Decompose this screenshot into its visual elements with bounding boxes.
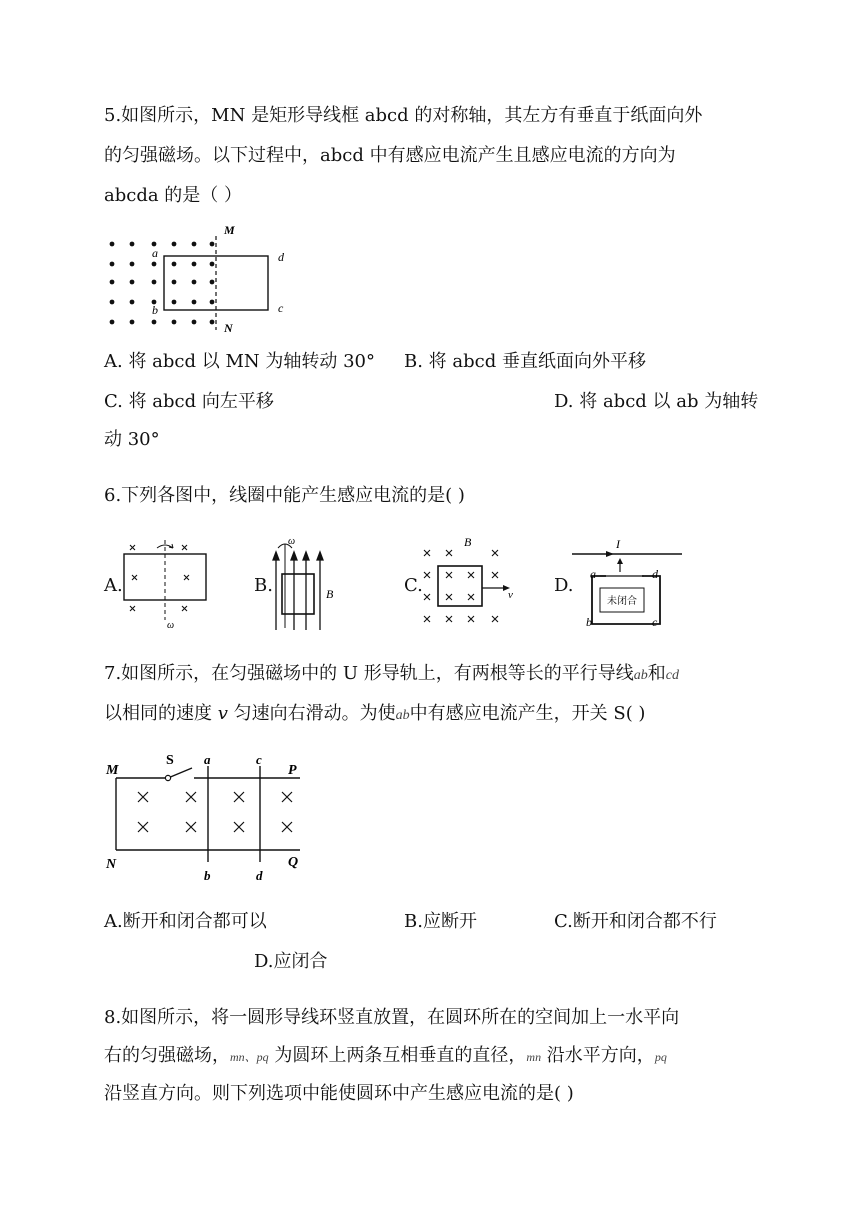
- q7-option-a: A.断开和闭合都可以: [104, 911, 267, 932]
- q8-stem-line2-c: 沿水平方向，: [541, 1045, 655, 1066]
- q7-label-b: b: [204, 868, 211, 883]
- q7-stem-line1: [104, 662, 679, 688]
- q7-label-p: P: [288, 763, 297, 778]
- q6b-label-b: B: [326, 587, 334, 601]
- q6-figure-b: [268, 536, 348, 632]
- q6c-label-b: B: [464, 535, 472, 549]
- q6d-label-box: 未闭合: [607, 596, 637, 607]
- q7-label-q: Q: [288, 855, 299, 870]
- q8-var-mn-pq: mn、pq: [230, 1050, 269, 1064]
- q5-option-a: A. 将 abcd 以 MN 为轴转动 30°: [104, 351, 375, 372]
- q7-stem-line2-a: 以相同的速度: [104, 703, 218, 724]
- q6-figure-c: [418, 536, 528, 632]
- q6-figure-a: [120, 540, 210, 630]
- q5-label-c: c: [278, 301, 284, 315]
- q6-option-b: B.: [254, 575, 273, 596]
- q5-field-dots: [110, 242, 215, 325]
- q7-option-b: B.应断开: [404, 911, 477, 932]
- q6d-label-i: I: [616, 537, 620, 551]
- q7-label-c: c: [256, 752, 262, 767]
- q6d-label-b: b: [586, 615, 592, 629]
- q7-var-cd: cd: [665, 668, 680, 683]
- q7-stem-and: 和: [647, 663, 666, 684]
- q5-option-d-cont: 动 30°: [104, 429, 160, 450]
- q7-label-a: a: [204, 752, 211, 767]
- q8-stem-line2-a: 右的匀强磁场，: [104, 1045, 230, 1066]
- q7-stem-line2: [104, 702, 645, 728]
- q7-var-v: v: [217, 703, 228, 724]
- q5-label-b: b: [152, 303, 158, 317]
- q8-stem-line2: [104, 1044, 667, 1069]
- q7-var-ab: ab: [633, 668, 648, 683]
- q5-stem-line1: 5.如图所示，MN 是矩形导线框 abcd 的对称轴，其左方有垂直于纸面向外: [104, 105, 703, 126]
- q5-stem-line3: abcda 的是（ ）: [104, 185, 243, 206]
- q8-var-mn: mn: [526, 1050, 542, 1064]
- q6-option-d: D.: [554, 575, 574, 596]
- q7-label-n: N: [106, 857, 117, 872]
- q5-label-d: d: [278, 250, 284, 264]
- q8-stem-line2-b: 为圆环上两条互相垂直的直径，: [268, 1045, 527, 1066]
- q7-figure: [104, 752, 314, 884]
- q7-stem-line2-b: 匀速向右滑动。为使: [227, 703, 396, 724]
- q6-option-c: C.: [404, 575, 423, 596]
- q5-label-n: N: [224, 321, 233, 335]
- q6-stem: 6.下列各图中，线圈中能产生感应电流的是( ): [104, 485, 465, 506]
- q7-label-d: d: [256, 868, 263, 883]
- q6d-label-c: c: [652, 615, 658, 629]
- q7-stem-line2-c: 中有感应电流产生，开关 S( ): [409, 703, 646, 724]
- q5-label-m: M: [224, 223, 235, 237]
- q5-option-b: B. 将 abcd 垂直纸面向外平移: [404, 351, 646, 372]
- q6d-label-d: d: [652, 567, 658, 581]
- q6d-label-a: a: [590, 567, 596, 581]
- q5-stem-line2: 的匀强磁场。以下过程中，abcd 中有感应电流产生且感应电流的方向为: [104, 145, 676, 166]
- q6b-label-omega: ω: [288, 536, 296, 547]
- q8-stem-line1: 8.如图所示，将一圆形导线环竖直放置，在圆环所在的空间加上一水平向: [104, 1007, 680, 1028]
- q8-stem-line3: 沿竖直方向。则下列选项中能使圆环中产生感应电流的是( ): [104, 1083, 574, 1104]
- q5-option-d: D. 将 abcd 以 ab 为轴转: [554, 391, 759, 412]
- q6-figure-d: [570, 536, 686, 632]
- q7-label-s: S: [166, 753, 174, 768]
- q7-label-m: M: [106, 763, 119, 778]
- q5-label-a: a: [152, 246, 158, 260]
- q6-option-a: A.: [104, 575, 123, 596]
- q7-option-c: C.断开和闭合都不行: [554, 911, 717, 932]
- q8-var-pq: pq: [654, 1050, 667, 1064]
- q5-option-c: C. 将 abcd 向左平移: [104, 391, 274, 412]
- q7-var-ab-2: ab: [395, 708, 410, 723]
- q5-figure: [100, 222, 300, 340]
- q6c-label-v: v: [508, 589, 513, 601]
- q7-stem-line1-text: 7.如图所示，在匀强磁场中的 U 形导轨上，有两根等长的平行导线: [104, 663, 634, 684]
- q6a-label-omega: ω: [167, 620, 175, 631]
- q7-option-d: D.应闭合: [254, 951, 328, 972]
